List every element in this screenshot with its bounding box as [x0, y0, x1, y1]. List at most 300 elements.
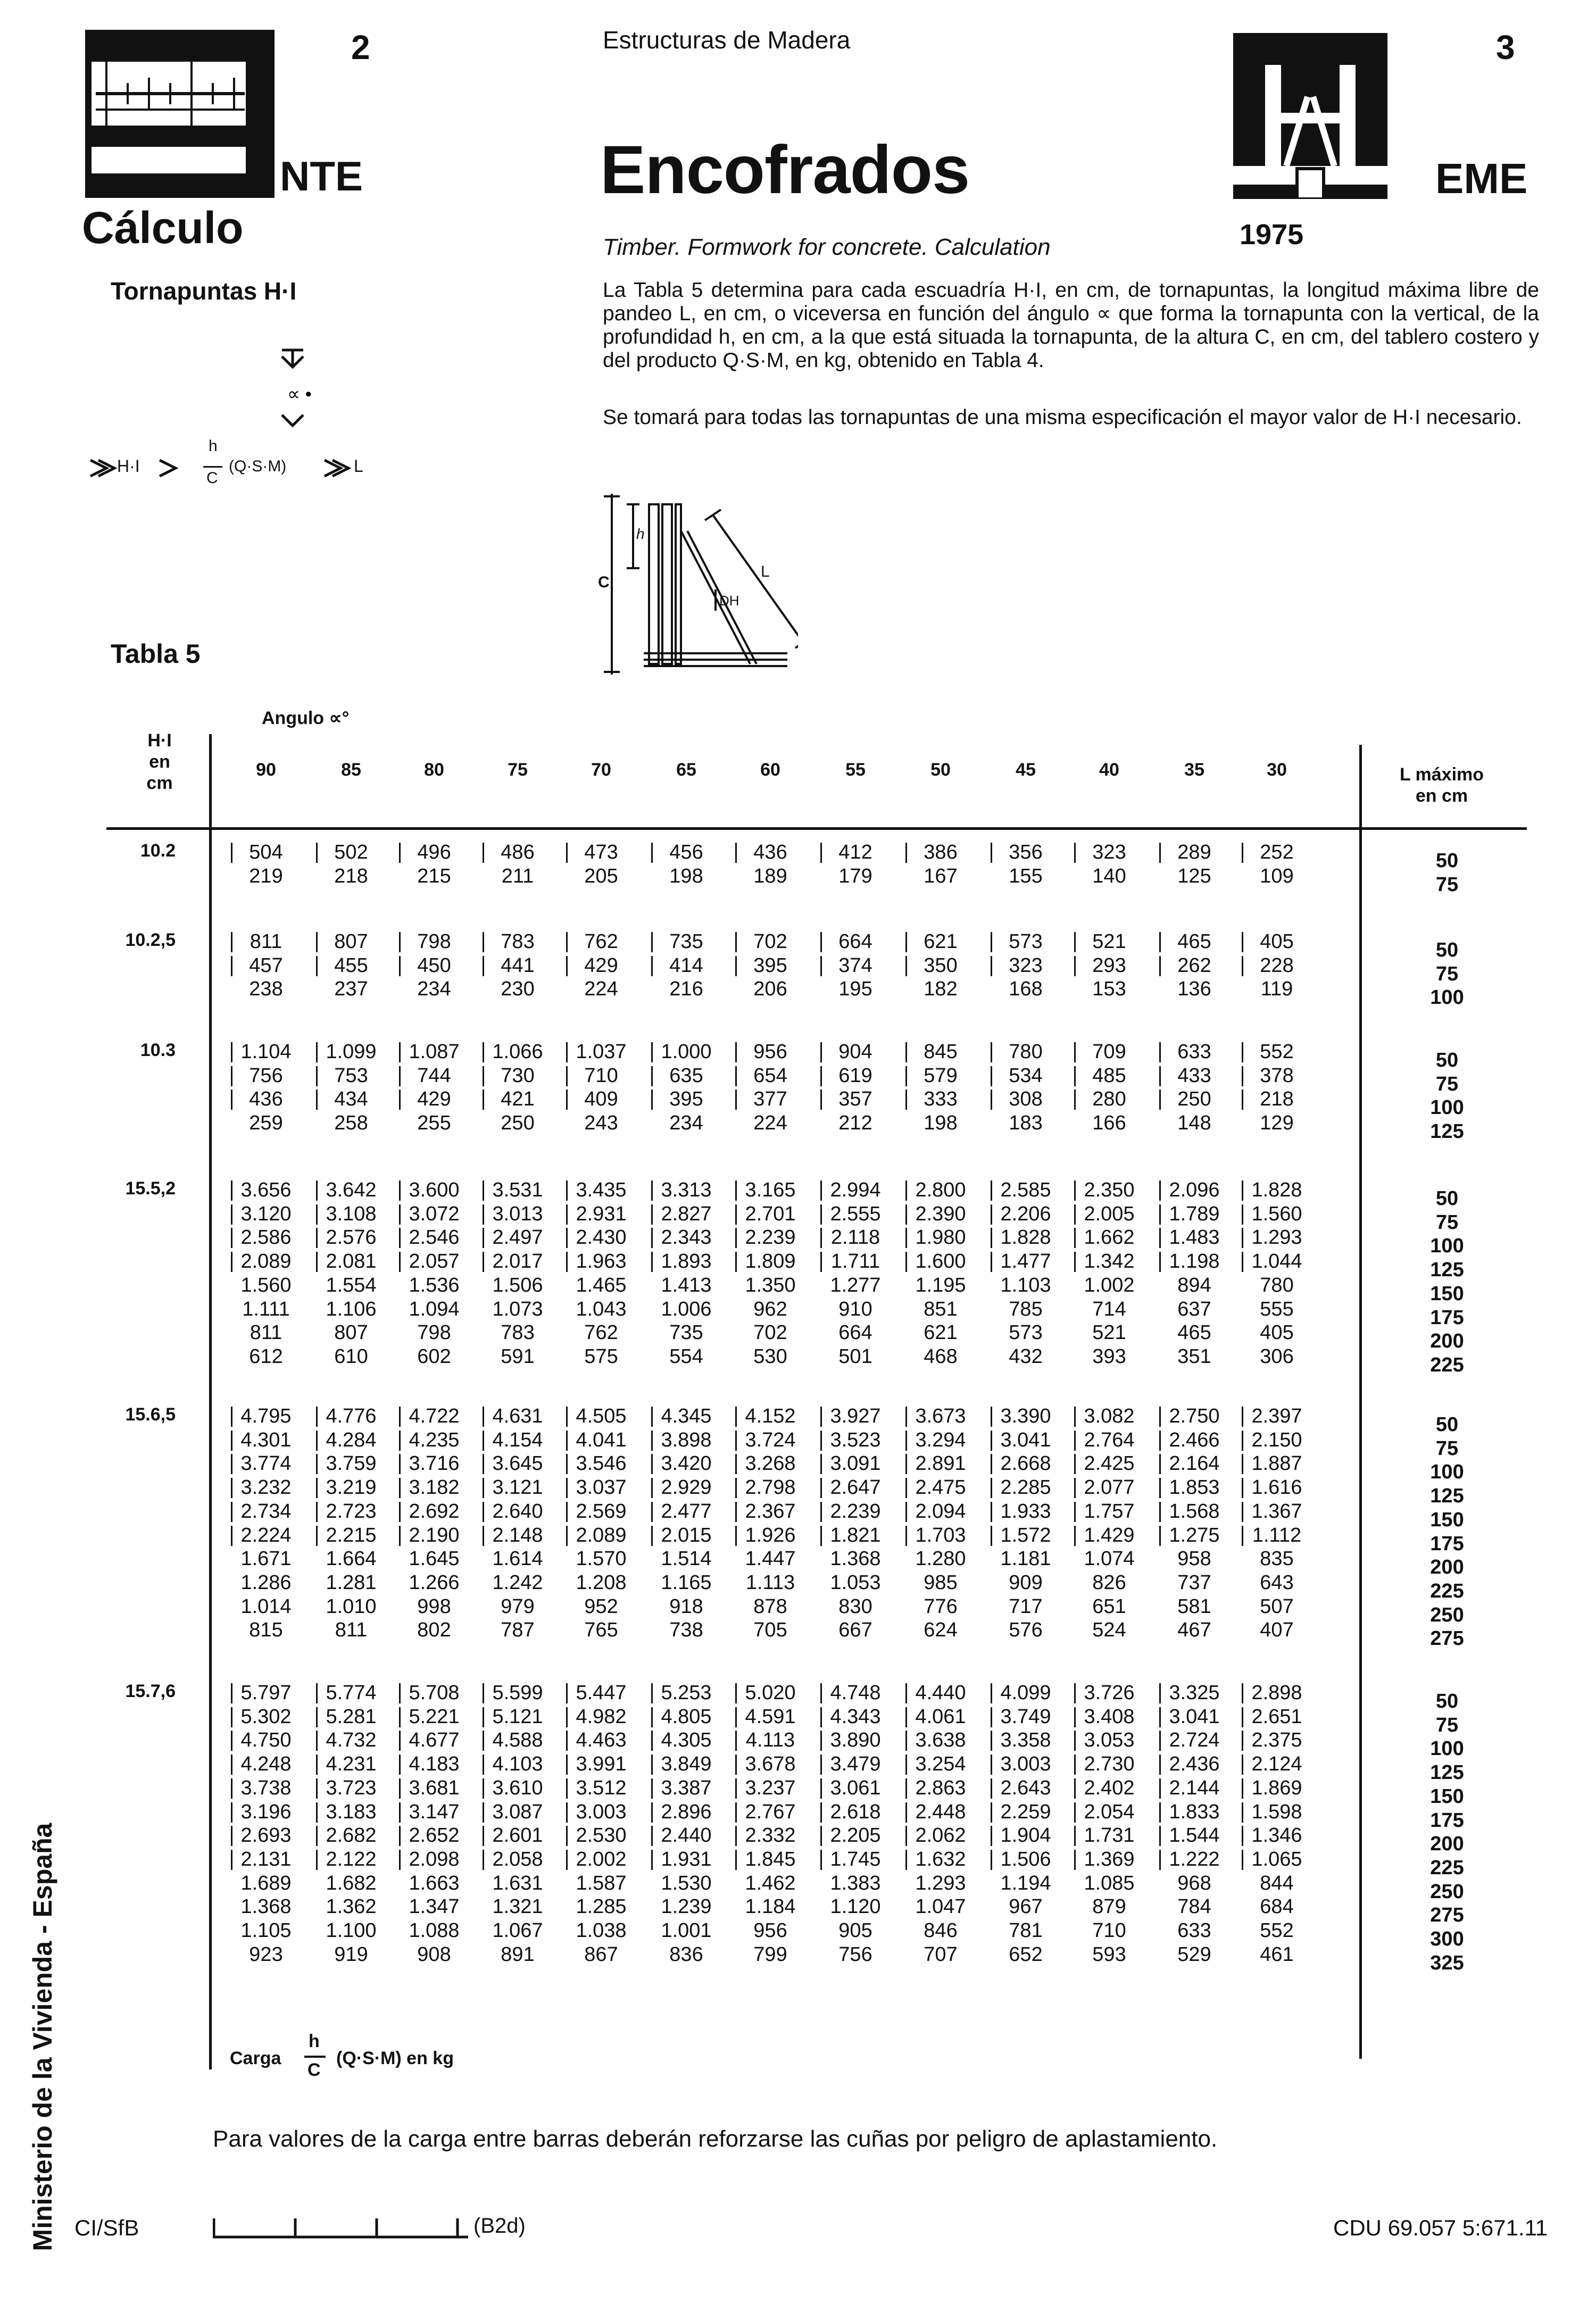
bracket-mark	[1242, 1090, 1243, 1110]
bracket-mark	[1242, 1755, 1243, 1775]
bracket-mark	[566, 1180, 568, 1201]
bracket-mark	[316, 1204, 318, 1225]
angle-header-35: 35	[1184, 760, 1204, 780]
l-max-value: 125	[1430, 1761, 1464, 1784]
angle-header-40: 40	[1099, 760, 1119, 780]
bracket-mark	[1074, 1850, 1076, 1870]
table-cell: 136	[1177, 978, 1211, 1001]
l-max-value: 125	[1430, 1259, 1464, 1282]
table-cell: 2.576	[326, 1226, 377, 1249]
bracket-mark	[231, 1755, 232, 1775]
bracket-mark	[1074, 1042, 1076, 1062]
table-cell: 140	[1092, 864, 1126, 887]
table-cell: 2.448	[915, 1800, 966, 1823]
bracket-mark	[483, 1431, 484, 1451]
table-cell: 3.927	[830, 1405, 881, 1427]
bracket-mark	[735, 1731, 737, 1751]
table-cell: 624	[924, 1619, 958, 1642]
table-cell: 521	[1092, 930, 1126, 953]
bracket-mark	[1242, 1066, 1243, 1086]
table-cell: 183	[1009, 1112, 1043, 1135]
table-cell: 2.150	[1251, 1428, 1302, 1451]
l-max-value: 150	[1430, 1282, 1464, 1305]
table-cell: 2.651	[1251, 1705, 1302, 1728]
bracket-mark	[1074, 1707, 1076, 1727]
table-cell: 4.284	[326, 1428, 377, 1451]
l-max-value: 225	[1430, 1579, 1464, 1602]
bracket-mark	[905, 1431, 907, 1451]
table-cell: 4.982	[576, 1705, 627, 1728]
bracket-mark	[231, 1180, 232, 1201]
bracket-mark	[483, 1454, 484, 1474]
table-cell: 702	[753, 930, 787, 953]
l-max-value: 225	[1430, 1353, 1464, 1376]
table-cell: 2.131	[240, 1848, 292, 1870]
bracket-mark	[735, 956, 737, 976]
l-max-value: 175	[1430, 1532, 1464, 1555]
bracket-mark	[905, 956, 907, 976]
table-cell: 4.805	[661, 1705, 712, 1728]
table-cell: 205	[584, 864, 618, 887]
bracket-mark	[231, 1454, 232, 1474]
table-cell: 780	[1260, 1274, 1294, 1296]
bracket-mark	[483, 1204, 484, 1225]
subsection-title: Tornapuntas H·I	[111, 277, 297, 305]
table-cell: 529	[1177, 1943, 1211, 1966]
bracket-mark	[483, 932, 484, 952]
bracket-mark	[231, 932, 232, 952]
table-cell: 216	[669, 978, 703, 1001]
bracket-mark	[231, 1731, 232, 1751]
bracket-mark	[991, 1502, 992, 1522]
table-cell: 1.821	[830, 1524, 881, 1547]
table-cell: 717	[1009, 1595, 1043, 1618]
bracket-mark	[231, 1778, 232, 1799]
bracket-mark	[905, 1802, 907, 1823]
table-cell: 2.096	[1169, 1179, 1220, 1201]
table-cell: 3.254	[915, 1753, 966, 1776]
table-cell: 3.420	[661, 1452, 712, 1475]
table-cell: 234	[417, 978, 451, 1001]
table-cell: 591	[501, 1345, 535, 1368]
l-max-value: 200	[1430, 1330, 1464, 1353]
l-header	[1373, 764, 1511, 807]
table-cell: 2.215	[326, 1524, 377, 1547]
bracket-mark	[1242, 1802, 1243, 1823]
table-cell: 2.058	[492, 1848, 543, 1870]
table-cell: 714	[1092, 1298, 1126, 1320]
table-cell: 1.560	[240, 1274, 292, 1296]
table-cell: 5.447	[576, 1682, 627, 1704]
bracket-mark	[316, 1802, 318, 1823]
table-cell: 2.440	[661, 1824, 712, 1847]
table-cell: 2.827	[661, 1202, 712, 1225]
bracket-mark	[1242, 1707, 1243, 1727]
table-cell: 1.514	[661, 1548, 712, 1570]
bracket-mark	[399, 1090, 401, 1110]
bracket-mark	[1159, 1802, 1161, 1823]
table-cell: 3.523	[830, 1428, 881, 1451]
bracket-mark	[1242, 1850, 1243, 1870]
bracket-mark	[1074, 1180, 1076, 1201]
table-cell: 2.017	[492, 1250, 543, 1273]
table-cell: 2.601	[492, 1824, 543, 1847]
table-cell: 129	[1260, 1112, 1294, 1135]
bracket-mark	[820, 1090, 822, 1110]
bracket-mark	[991, 1755, 992, 1775]
table-cell: 507	[1260, 1595, 1294, 1618]
table-left-divider	[209, 734, 212, 2069]
bracket-mark	[991, 1802, 992, 1823]
table-cell: 2.798	[745, 1476, 796, 1499]
bracket-mark	[1074, 1252, 1076, 1272]
table-cell: 357	[838, 1088, 872, 1111]
bracket-mark	[399, 956, 401, 976]
bracket-mark	[316, 843, 318, 863]
diagram-label-h: h	[636, 526, 645, 542]
table-cell: 985	[924, 1571, 958, 1594]
bracket-mark	[905, 1042, 907, 1062]
bracket-mark	[316, 932, 318, 952]
bracket-mark	[820, 1707, 822, 1727]
table-cell: 3.325	[1169, 1682, 1220, 1704]
table-cell: 798	[417, 1321, 451, 1344]
table-cell: 575	[584, 1345, 618, 1368]
bracket-mark	[991, 1252, 992, 1272]
table-cell: 1.833	[1169, 1800, 1220, 1823]
bracket-mark	[820, 1502, 822, 1522]
angle-header-75: 75	[508, 760, 528, 780]
table-cell: 465	[1177, 930, 1211, 953]
bracket-mark	[483, 1042, 484, 1062]
bracket-mark	[483, 1478, 484, 1498]
bracket-mark	[820, 956, 822, 976]
bracket-mark	[231, 1802, 232, 1823]
table-cell: 1.286	[240, 1571, 292, 1594]
table-cell: 835	[1260, 1548, 1294, 1570]
bracket-mark	[483, 1850, 484, 1870]
bracket-mark	[231, 1707, 232, 1727]
bracket-mark	[651, 1683, 653, 1703]
page-number-right: 3	[1496, 28, 1515, 66]
l-max-value: 75	[1435, 1714, 1459, 1736]
bracket-mark	[1074, 1228, 1076, 1248]
bracket-mark	[1242, 1731, 1243, 1751]
table-cell: 1.105	[240, 1919, 292, 1942]
table-cell: 610	[334, 1345, 368, 1368]
table-cell: 465	[1177, 1321, 1211, 1344]
table-cell: 412	[838, 841, 872, 863]
ministerio-label: Ministerio de la Vivienda - España	[28, 1823, 57, 2251]
table-cell: 243	[584, 1112, 618, 1135]
bracket-mark	[735, 1228, 737, 1248]
table-cell: 2.015	[661, 1524, 712, 1547]
table-cell: 3.890	[830, 1729, 881, 1752]
bracket-mark	[1074, 1731, 1076, 1751]
bracket-mark	[905, 1204, 907, 1225]
table-cell: 851	[924, 1298, 958, 1320]
table-cell: 1.181	[1000, 1548, 1051, 1570]
table-cell: 1.100	[326, 1919, 377, 1942]
table-cell: 5.708	[409, 1682, 460, 1704]
table-cell: 1.614	[492, 1548, 543, 1570]
l-max-value: 275	[1430, 1904, 1464, 1927]
table-cell: 3.645	[492, 1452, 543, 1475]
table-cell: 1.293	[1251, 1226, 1302, 1249]
nte-label: NTE	[280, 153, 363, 199]
bracket-mark	[399, 1731, 401, 1751]
table-cell: 3.898	[661, 1428, 712, 1451]
table-cell: 879	[1092, 1895, 1126, 1918]
table-cell: 1.572	[1000, 1524, 1051, 1547]
table-cell: 1.321	[492, 1895, 543, 1918]
table-cell: 5.221	[409, 1705, 460, 1728]
bracket-mark	[399, 1502, 401, 1522]
table-cell: 441	[501, 954, 535, 977]
bracket-mark	[316, 1755, 318, 1775]
bracket-mark	[1242, 1042, 1243, 1062]
table-cell: 1.689	[240, 1872, 292, 1894]
bracket-mark	[651, 1431, 653, 1451]
bracket-mark	[483, 1180, 484, 1201]
table-cell: 3.678	[745, 1753, 796, 1776]
table-cell: 2.764	[1084, 1428, 1135, 1451]
table-cell: 1.006	[661, 1298, 712, 1320]
bracket-mark	[735, 1042, 737, 1062]
table-cell: 4.631	[492, 1405, 543, 1427]
carga-frac-den: C	[307, 2060, 321, 2080]
table-cell: 2.668	[1000, 1452, 1051, 1475]
table-cell: 3.237	[745, 1776, 796, 1799]
table-cell: 395	[669, 1088, 703, 1111]
table-cell: 1.085	[1084, 1872, 1135, 1894]
bracket-mark	[1242, 1478, 1243, 1498]
table-cell: 3.849	[661, 1753, 712, 1776]
bracket-mark	[231, 1850, 232, 1870]
table-cell: 1.506	[492, 1274, 543, 1296]
bracket-mark	[399, 1478, 401, 1498]
table-cell: 3.390	[1000, 1405, 1051, 1427]
bracket-mark	[651, 1252, 653, 1272]
table-cell: 323	[1092, 841, 1126, 863]
bracket-mark	[566, 1850, 568, 1870]
table-cell: 891	[501, 1943, 535, 1966]
bracket-mark	[820, 1252, 822, 1272]
bracket-mark	[820, 1826, 822, 1846]
bracket-mark	[651, 1180, 653, 1201]
table-cell: 4.099	[1000, 1682, 1051, 1704]
table-cell: 744	[417, 1064, 451, 1087]
table-cell: 1.587	[576, 1872, 627, 1894]
bracket-mark	[905, 1731, 907, 1751]
table-cell: 457	[249, 954, 283, 977]
bracket-mark	[991, 1454, 992, 1474]
table-cell: 783	[501, 1321, 535, 1344]
bracket-mark	[991, 956, 992, 976]
strut-diagram	[596, 488, 798, 680]
bracket-mark	[991, 1826, 992, 1846]
bracket-mark	[651, 843, 653, 863]
table-cell: 3.774	[240, 1452, 292, 1475]
l-header-line-2: en cm	[1415, 786, 1468, 806]
l-max-value: 225	[1430, 1856, 1464, 1879]
page-title: Encofrados	[600, 132, 970, 208]
table-cell: 1.926	[745, 1524, 796, 1547]
bracket-mark	[399, 1204, 401, 1225]
table-cell: 3.738	[240, 1776, 292, 1799]
bracket-mark	[1242, 932, 1243, 952]
bracket-mark	[483, 1826, 484, 1846]
table-cell: 3.313	[661, 1179, 712, 1201]
bracket-mark	[735, 1826, 737, 1846]
bracket-mark	[399, 1778, 401, 1799]
bracket-mark	[735, 932, 737, 952]
table-cell: 2.898	[1251, 1682, 1302, 1704]
table-cell: 429	[584, 954, 618, 977]
bracket-mark	[651, 1454, 653, 1474]
table-cell: 552	[1260, 1041, 1294, 1063]
bracket-mark	[991, 1066, 992, 1086]
table-cell: 3.749	[1000, 1705, 1051, 1728]
table-cell: 3.232	[240, 1476, 292, 1499]
table-cell: 807	[334, 930, 368, 953]
footnote: Para valores de la carga entre barras deberán reforzarse las cuñas por peligro de aplastamiento.	[213, 2126, 1218, 2152]
table-cell: 3.108	[326, 1202, 377, 1225]
table-cell: 2.994	[830, 1179, 881, 1201]
table-cell: 1.266	[409, 1571, 460, 1594]
bracket-mark	[566, 1731, 568, 1751]
table-cell: 2.054	[1084, 1800, 1135, 1823]
bracket-mark	[316, 1778, 318, 1799]
hi-header-line-1: H·I	[147, 730, 172, 751]
bracket-mark	[1074, 1478, 1076, 1498]
table-cell: 258	[334, 1112, 368, 1135]
table-cell: 637	[1177, 1298, 1211, 1320]
table-cell: 1.483	[1169, 1226, 1220, 1249]
bracket-mark	[735, 1454, 737, 1474]
bracket-mark	[905, 1478, 907, 1498]
table-cell: 781	[1009, 1919, 1043, 1942]
table-cell: 1.038	[576, 1919, 627, 1942]
bracket-mark	[1074, 1802, 1076, 1823]
bracket-mark	[651, 1066, 653, 1086]
bracket-mark	[1242, 956, 1243, 976]
table-cell: 3.268	[745, 1452, 796, 1475]
table-cell: 1.809	[745, 1250, 796, 1273]
table-cell: 3.673	[915, 1405, 966, 1427]
bracket-mark	[316, 1826, 318, 1846]
table-cell: 2.094	[915, 1500, 966, 1523]
table-cell: 3.041	[1169, 1705, 1220, 1728]
table-cell: 262	[1177, 954, 1211, 977]
bracket-mark	[1159, 1850, 1161, 1870]
bracket-mark	[1074, 932, 1076, 952]
table-cell: 2.239	[830, 1500, 881, 1523]
table-cell: 502	[334, 841, 368, 863]
bracket-mark	[651, 1228, 653, 1248]
bracket-mark	[820, 1526, 822, 1546]
table-cell: 374	[838, 954, 872, 977]
l-max-value: 50	[1435, 1690, 1459, 1712]
bracket-mark	[905, 1407, 907, 1427]
b2d-label: (B2d)	[473, 2214, 526, 2238]
table-cell: 1.073	[492, 1298, 543, 1320]
bracket-mark	[566, 1407, 568, 1427]
l-max-value: 50	[1435, 1049, 1459, 1071]
table-cell: 787	[501, 1619, 535, 1642]
table-cell: 405	[1260, 1321, 1294, 1344]
bracket-mark	[651, 1778, 653, 1799]
bracket-mark	[735, 1090, 737, 1110]
bracket-mark	[991, 1042, 992, 1062]
table-right-divider	[1359, 745, 1362, 2059]
table-cell: 1.931	[661, 1848, 712, 1870]
table-cell: 908	[417, 1943, 451, 1966]
table-cell: 468	[924, 1345, 958, 1368]
bracket-mark	[316, 1454, 318, 1474]
l-max-value: 325	[1430, 1951, 1464, 1974]
table-cell: 667	[838, 1619, 872, 1642]
angle-header-50: 50	[930, 760, 951, 780]
table-cell: 3.147	[409, 1800, 460, 1823]
section-id: 10.2	[140, 841, 176, 861]
formula-diagram	[85, 340, 383, 500]
table-cell: 581	[1177, 1595, 1211, 1618]
carga-frac-bar	[304, 2056, 326, 2058]
table-cell: 432	[1009, 1345, 1043, 1368]
bracket-mark	[316, 1478, 318, 1498]
table-cell: 4.152	[745, 1405, 796, 1427]
table-cell: 705	[753, 1619, 787, 1642]
table-cell: 1.645	[409, 1548, 460, 1570]
table-cell: 573	[1009, 930, 1043, 953]
table-cell: 1.239	[661, 1895, 712, 1918]
table-cell: 1.845	[745, 1848, 796, 1870]
bracket-mark	[399, 1755, 401, 1775]
table-cell: 456	[669, 841, 703, 863]
table-cell: 2.466	[1169, 1428, 1220, 1451]
angle-header-80: 80	[424, 760, 444, 780]
bracket-mark	[316, 1180, 318, 1201]
cisib-label: CI/SfB	[74, 2215, 139, 2240]
bracket-mark	[1242, 1683, 1243, 1703]
table-cell: 830	[838, 1595, 872, 1618]
bracket-mark	[905, 843, 907, 863]
table-cell: 894	[1177, 1274, 1211, 1296]
table-cell: 3.219	[326, 1476, 377, 1499]
bracket-mark	[1242, 1252, 1243, 1272]
table-cell: 2.730	[1084, 1753, 1135, 1776]
l-max-value: 175	[1430, 1809, 1464, 1832]
bracket-mark	[651, 1526, 653, 1546]
table-cell: 1.277	[830, 1274, 881, 1296]
bracket-mark	[820, 1802, 822, 1823]
table-cell: 234	[669, 1112, 703, 1135]
table-cell: 219	[249, 864, 283, 887]
table-cell: 709	[1092, 1041, 1126, 1063]
bracket-mark	[483, 1090, 484, 1110]
bracket-mark	[735, 1683, 737, 1703]
l-max-value: 150	[1430, 1508, 1464, 1531]
table-cell: 1.222	[1169, 1848, 1220, 1870]
table-cell: 323	[1009, 954, 1043, 977]
table-cell: 2.190	[409, 1524, 460, 1547]
bracket-mark	[651, 1755, 653, 1775]
l-max-value: 150	[1430, 1785, 1464, 1808]
table-cell: 485	[1092, 1064, 1126, 1087]
table-cell: 654	[753, 1064, 787, 1087]
table-cell: 2.693	[240, 1824, 292, 1847]
